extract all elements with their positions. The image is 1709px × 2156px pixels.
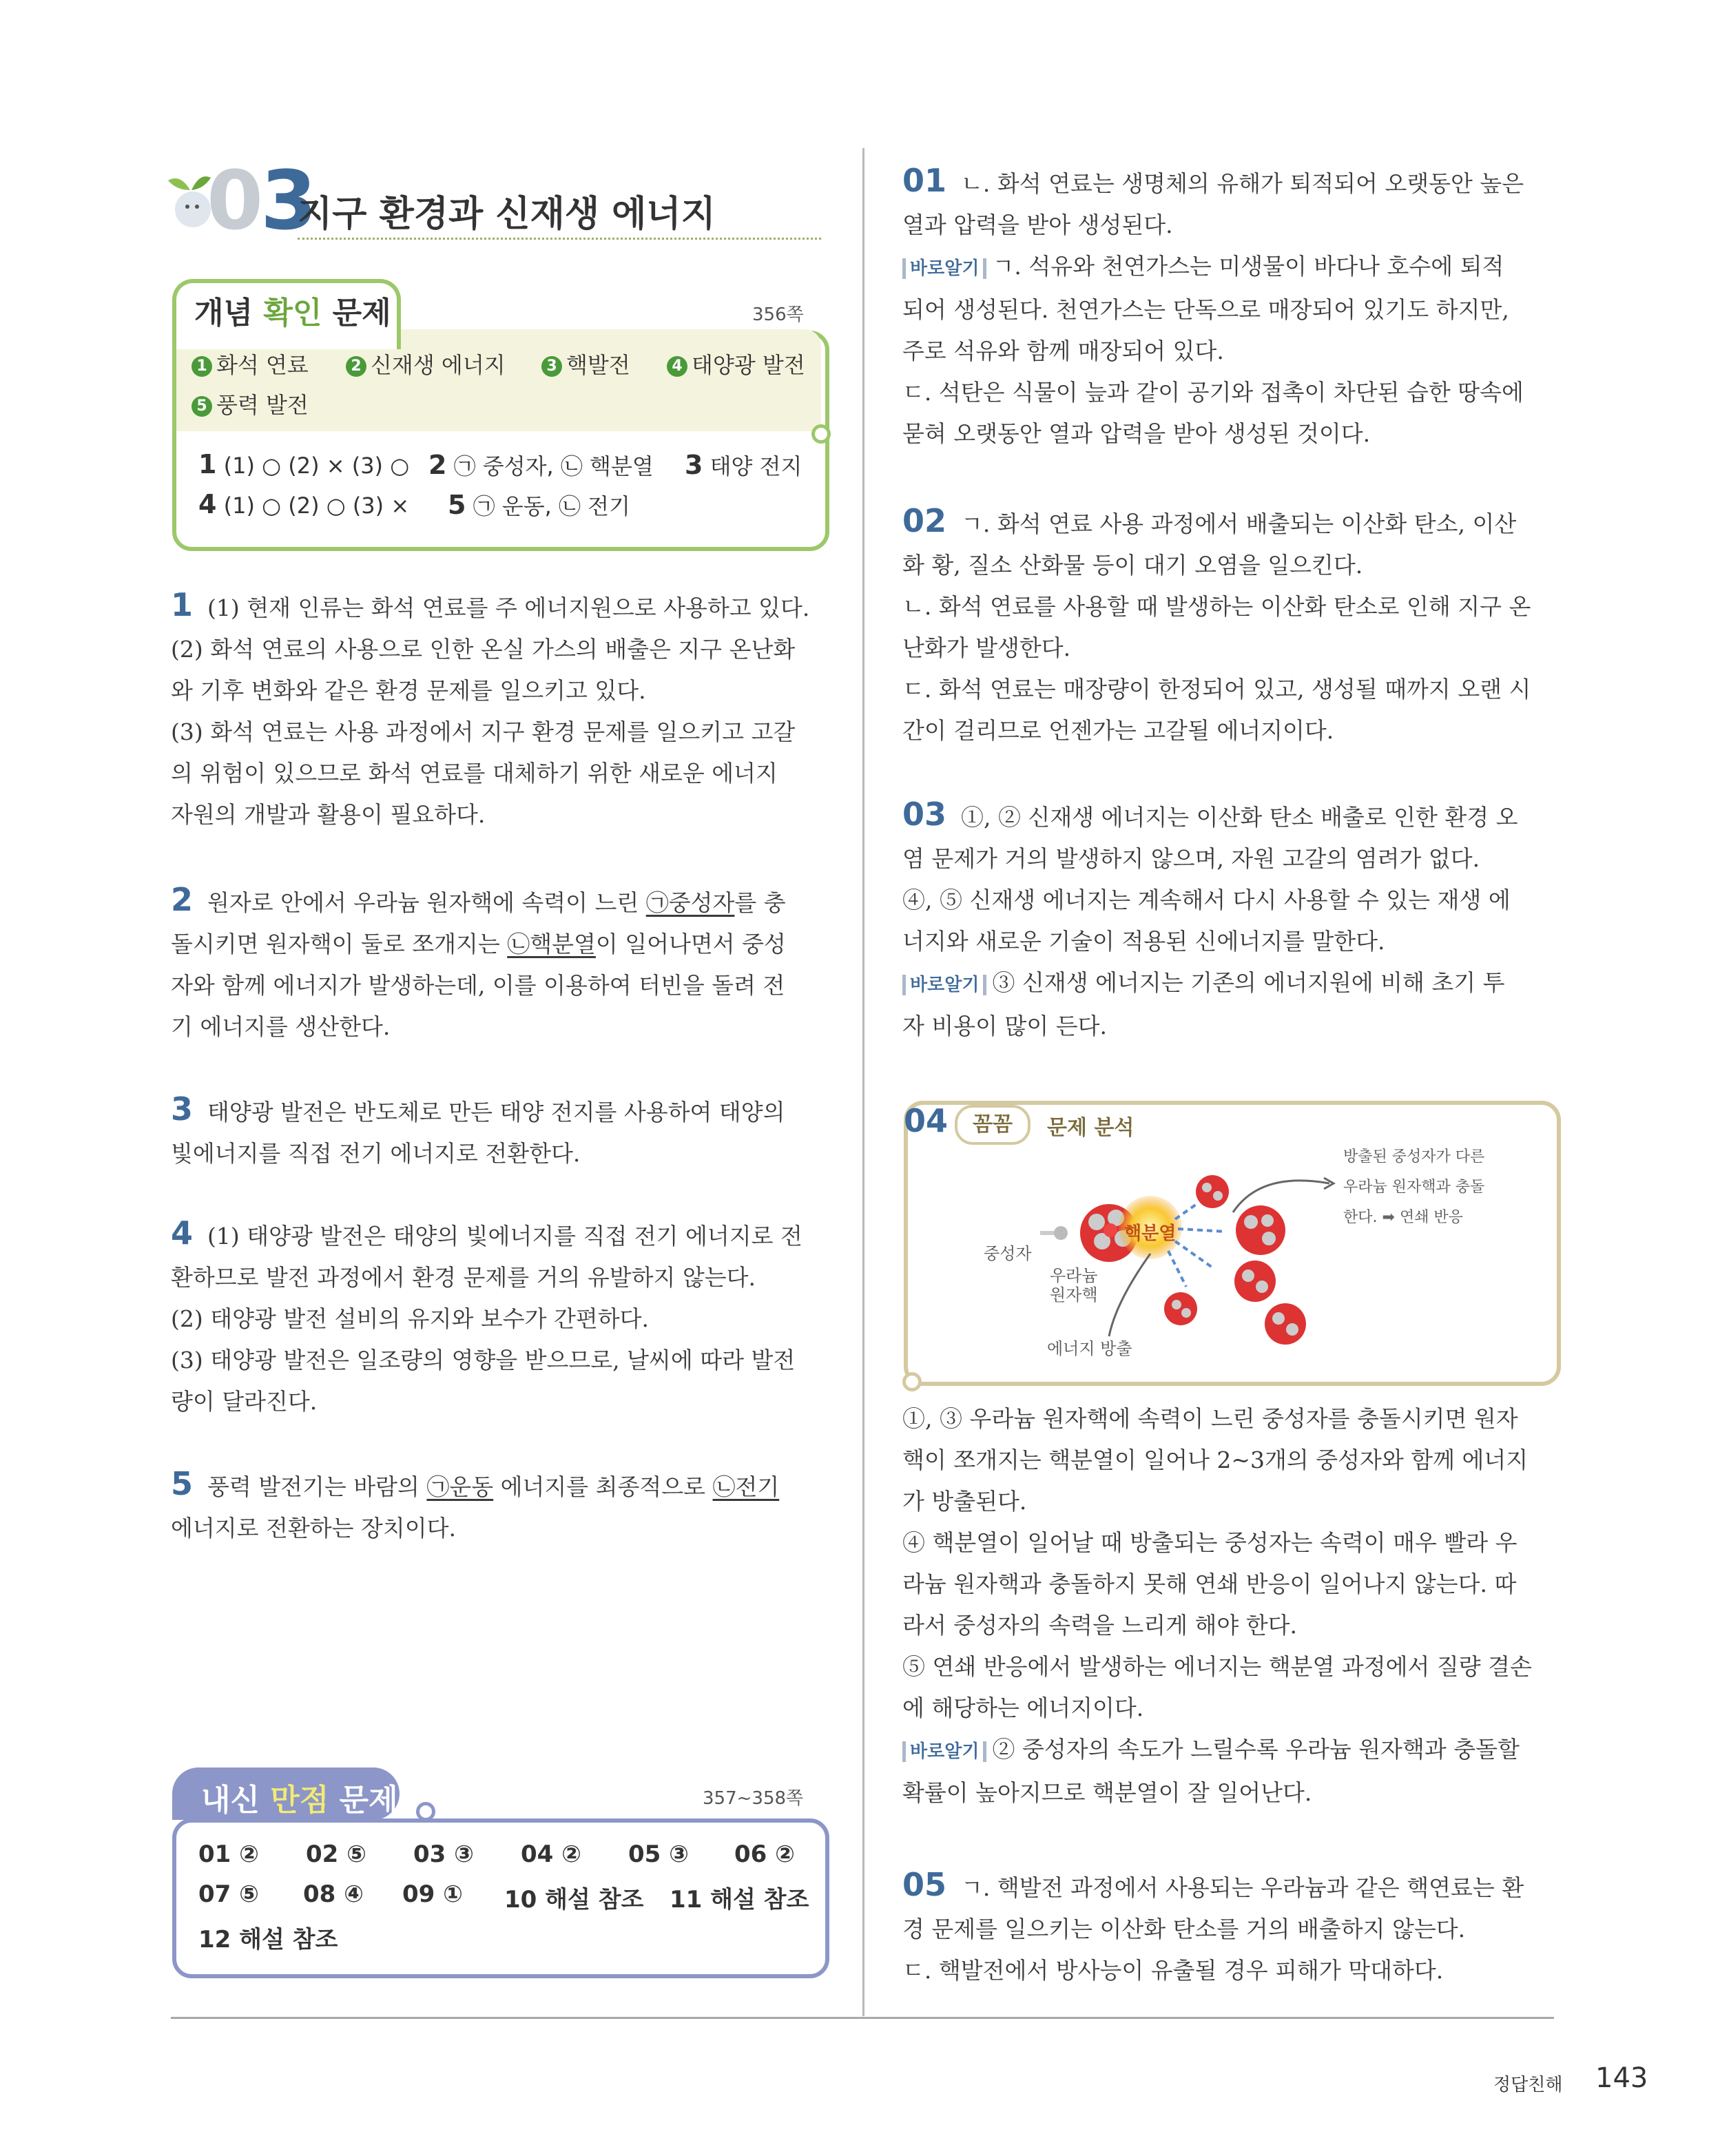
detail-pill: 꼼꼼 bbox=[955, 1105, 1030, 1145]
check-item-1: 1 화석 연료 bbox=[191, 348, 309, 380]
answer-05: 05 ㄱ. 핵발전 과정에서 사용되는 우라늄과 같은 핵연료는 환 경 문제를 일으키는 이산화 탄소를 거의 배출하지 않는다. ㄷ. 핵발전에서 방사능이 유출될 경우 피해가 막대하다. bbox=[902, 1866, 1524, 1984]
concept-box-ring bbox=[811, 424, 831, 444]
neutron-label: 중성자 bbox=[984, 1244, 1032, 1263]
concept-answer-5: 5 ㉠ 운동, ㉡ 전기 bbox=[448, 490, 630, 520]
exam-page-ref: 357~358쪽 bbox=[703, 1788, 804, 1809]
exam-answer: 09 ① bbox=[402, 1880, 463, 1908]
concept-answer-4: 4 (1) ○ (2) ○ (3) × bbox=[198, 489, 410, 519]
diagram-note-line-3: 한다. ➡ 연쇄 반응 bbox=[1343, 1209, 1463, 1226]
fragment-nucleus-icon bbox=[1164, 1292, 1197, 1325]
incoming-neutron-icon bbox=[1040, 1226, 1068, 1240]
answer-04-number: 04 bbox=[904, 1102, 949, 1139]
fragment-nucleus-icon bbox=[1234, 1261, 1276, 1302]
exam-answer: 10 해설 참조 bbox=[504, 1886, 644, 1914]
fragment-nucleus-icon bbox=[1196, 1175, 1229, 1208]
concept-answer-2: 2 ㉠ 중성자, ㉡ 핵분열 bbox=[428, 450, 654, 480]
uranium-label-2: 원자핵 bbox=[1050, 1285, 1098, 1305]
diagram-box-ring bbox=[902, 1372, 922, 1391]
footer-label: 정답친해 bbox=[1493, 2075, 1563, 2095]
page-number: 143 bbox=[1595, 2062, 1648, 2094]
check-item-5: 5 풍력 발전 bbox=[191, 388, 309, 419]
check-item-3: 3 핵발전 bbox=[541, 348, 630, 380]
section-title: 지구 환경과 신재생 에너지 bbox=[298, 194, 716, 235]
fission-label: 핵분열 bbox=[1124, 1223, 1177, 1244]
answer-04: ①, ③ 우라늄 원자핵에 속력이 느린 중성자를 충돌시키면 원자 핵이 쪼개지는 핵분열이 일어나 2~3개의 중성자와 함께 에너지 가 방출된다. ④ 핵분열이 일어날 때 방출되는 중성자는 속력이 매우 빨라 우 라늄 원자핵과 충돌하지 못해 연쇄 반응이 일어나지 않는다. 따 라서 중성자의 속력을 느리게 해야 한다. ⑤ 연쇄 반응에서 발생하는 에너지는 핵분열 과정에서 질량 결손 에 해당하는 에너지이다. 바로알기 ② 중성자의 속도가 느릴수록 우라늄 원자핵과 충돌할 확률이 높아지므로 핵분열이 잘 일어난다. bbox=[902, 1405, 1532, 1806]
exam-answer: 01 ② bbox=[198, 1841, 259, 1868]
exam-answer: 02 ⑤ bbox=[306, 1841, 366, 1868]
answer-03: 03 ①, ② 신재생 에너지는 이산화 탄소 배출로 인한 환경 오 염 문제가 거의 발생하지 않으며, 자원 고갈의 염려가 없다. ④, ⑤ 신재생 에너지는 계속해서 다시 사용할 수 있는 재생 에 너지와 새로운 기술이 적용된 신에너지를 말한다. 바로알기 ③ 신재생 에너지는 기존의 에너지원에 비해 초기 투 자 비용이 많이 든다. bbox=[902, 796, 1518, 1039]
energy-release-label: 에너지 방출 bbox=[1047, 1339, 1132, 1358]
exam-answer: 04 ② bbox=[521, 1841, 581, 1868]
section-number: 03 bbox=[207, 153, 315, 248]
question-3: 3 태양광 발전은 반도체로 만든 태양 전지를 사용하여 태양의 빛에너지를 직접 전기 에너지로 전환한다. bbox=[171, 1090, 785, 1167]
concept-page-ref: 356쪽 bbox=[752, 304, 804, 325]
title-divider bbox=[298, 238, 821, 240]
exam-answer: 03 ③ bbox=[413, 1841, 474, 1868]
exam-answer: 11 해설 참조 bbox=[670, 1886, 809, 1914]
arrow-right-icon: ➡ bbox=[1382, 1209, 1395, 1226]
uranium-label-1: 우라늄 bbox=[1050, 1266, 1098, 1285]
question-1: 1 (1) 현재 인류는 화석 연료를 주 에너지원으로 사용하고 있다. (2) 화석 연료의 사용으로 인한 온실 가스의 배출은 지구 온난화 와 기후 변화와 같은 환경 문제를 일으키고 있다. (3) 화석 연료는 사용 과정에서 지구 환경 문제를 일으키고 고갈 의 위험이 있으므로 화석 연료를 대체하기 위한 새로운 에너지 자원의 개발과 활용이 필요하다. bbox=[171, 586, 810, 828]
exam-answer: 07 ⑤ bbox=[198, 1880, 259, 1908]
question-5: 5 풍력 발전기는 바람의 ㉠운동 에너지를 최종적으로 ㉡전기 에너지로 전환하는 장치이다. bbox=[171, 1465, 780, 1542]
energy-arrow-icon bbox=[1109, 1254, 1150, 1336]
fragment-nucleus-icon bbox=[1265, 1303, 1306, 1345]
analysis-label: 문제 분석 bbox=[1047, 1116, 1135, 1140]
exam-answer: 06 ② bbox=[734, 1841, 795, 1868]
exam-answer: 05 ③ bbox=[628, 1841, 689, 1868]
concept-check-title: 개념 확인 문제 bbox=[194, 296, 391, 331]
exam-answer: 08 ④ bbox=[303, 1880, 364, 1908]
concept-answer-3: 3 태양 전지 bbox=[685, 450, 802, 480]
answer-01: 01 ㄴ. 화석 연료는 생명체의 유해가 퇴적되어 오랫동안 높은 열과 압력을 받아 생성된다. 바로알기 ㄱ. 석유와 천연가스는 미생물이 바다나 호수에 퇴적 되어 생성된다. 천연가스는 단독으로 매장되어 있기도 하지만, 주로 석유와 함께 매장되어 있다. ㄷ. 석탄은 식물이 늪과 같이 공기와 접촉이 차단된 습한 땅속에 묻혀 오랫동안 열과 압력을 받아 생성된 것이다. bbox=[902, 162, 1524, 447]
footer-rule bbox=[171, 2017, 1554, 2019]
concept-answer-1: 1 (1) ○ (2) × (3) ○ bbox=[198, 449, 410, 479]
exam-box-ring bbox=[416, 1802, 435, 1821]
diagram-note-line-2: 우라늄 원자핵과 충돌 bbox=[1343, 1179, 1485, 1196]
exam-answer-title: 내신 만점 문제 bbox=[201, 1783, 398, 1818]
diagram-note-line-1: 방출된 중성자가 다른 bbox=[1343, 1148, 1485, 1165]
question-4: 4 (1) 태양광 발전은 태양의 빛에너지를 직접 전기 에너지로 전 환하므로 발전 과정에서 환경 문제를 거의 유발하지 않는다. (2) 태양광 발전 설비의 유지와 보수가 간편하다. (3) 태양광 발전은 일조량의 영향을 받으므로, 날씨에 따라 발전 량이 달라진다. bbox=[171, 1214, 802, 1415]
question-2: 2 원자로 안에서 우라늄 원자핵에 속력이 느린 ㉠중성자를 충 돌시키면 원자핵이 둘로 쪼개지는 ㉡핵분열이 일어나면서 중성 자와 함께 에너지가 발생하는데, 이를 이용하여 터빈을 돌려 전 기 에너지를 생산한다. bbox=[171, 881, 786, 1040]
exam-answer: 12 해설 참조 bbox=[198, 1926, 338, 1953]
check-item-2: 2 신재생 에너지 bbox=[346, 348, 506, 380]
fragment-nucleus-icon bbox=[1236, 1205, 1285, 1255]
column-divider bbox=[862, 148, 864, 2016]
released-neutron-arrow-icon bbox=[1233, 1181, 1329, 1212]
answer-02: 02 ㄱ. 화석 연료 사용 과정에서 배출되는 이산화 탄소, 이산 화 황, 질소 산화물 등이 대기 오염을 일으킨다. ㄴ. 화석 연료를 사용할 때 발생하는 이산화 탄소로 인해 지구 온 난화가 발생한다. ㄷ. 화석 연료는 매장량이 한정되어 있고, 생성될 때까지 오랜 시 간이 걸리므로 언젠가는 고갈될 에너지이다. bbox=[902, 502, 1531, 744]
check-item-4: 4 태양광 발전 bbox=[667, 348, 805, 380]
